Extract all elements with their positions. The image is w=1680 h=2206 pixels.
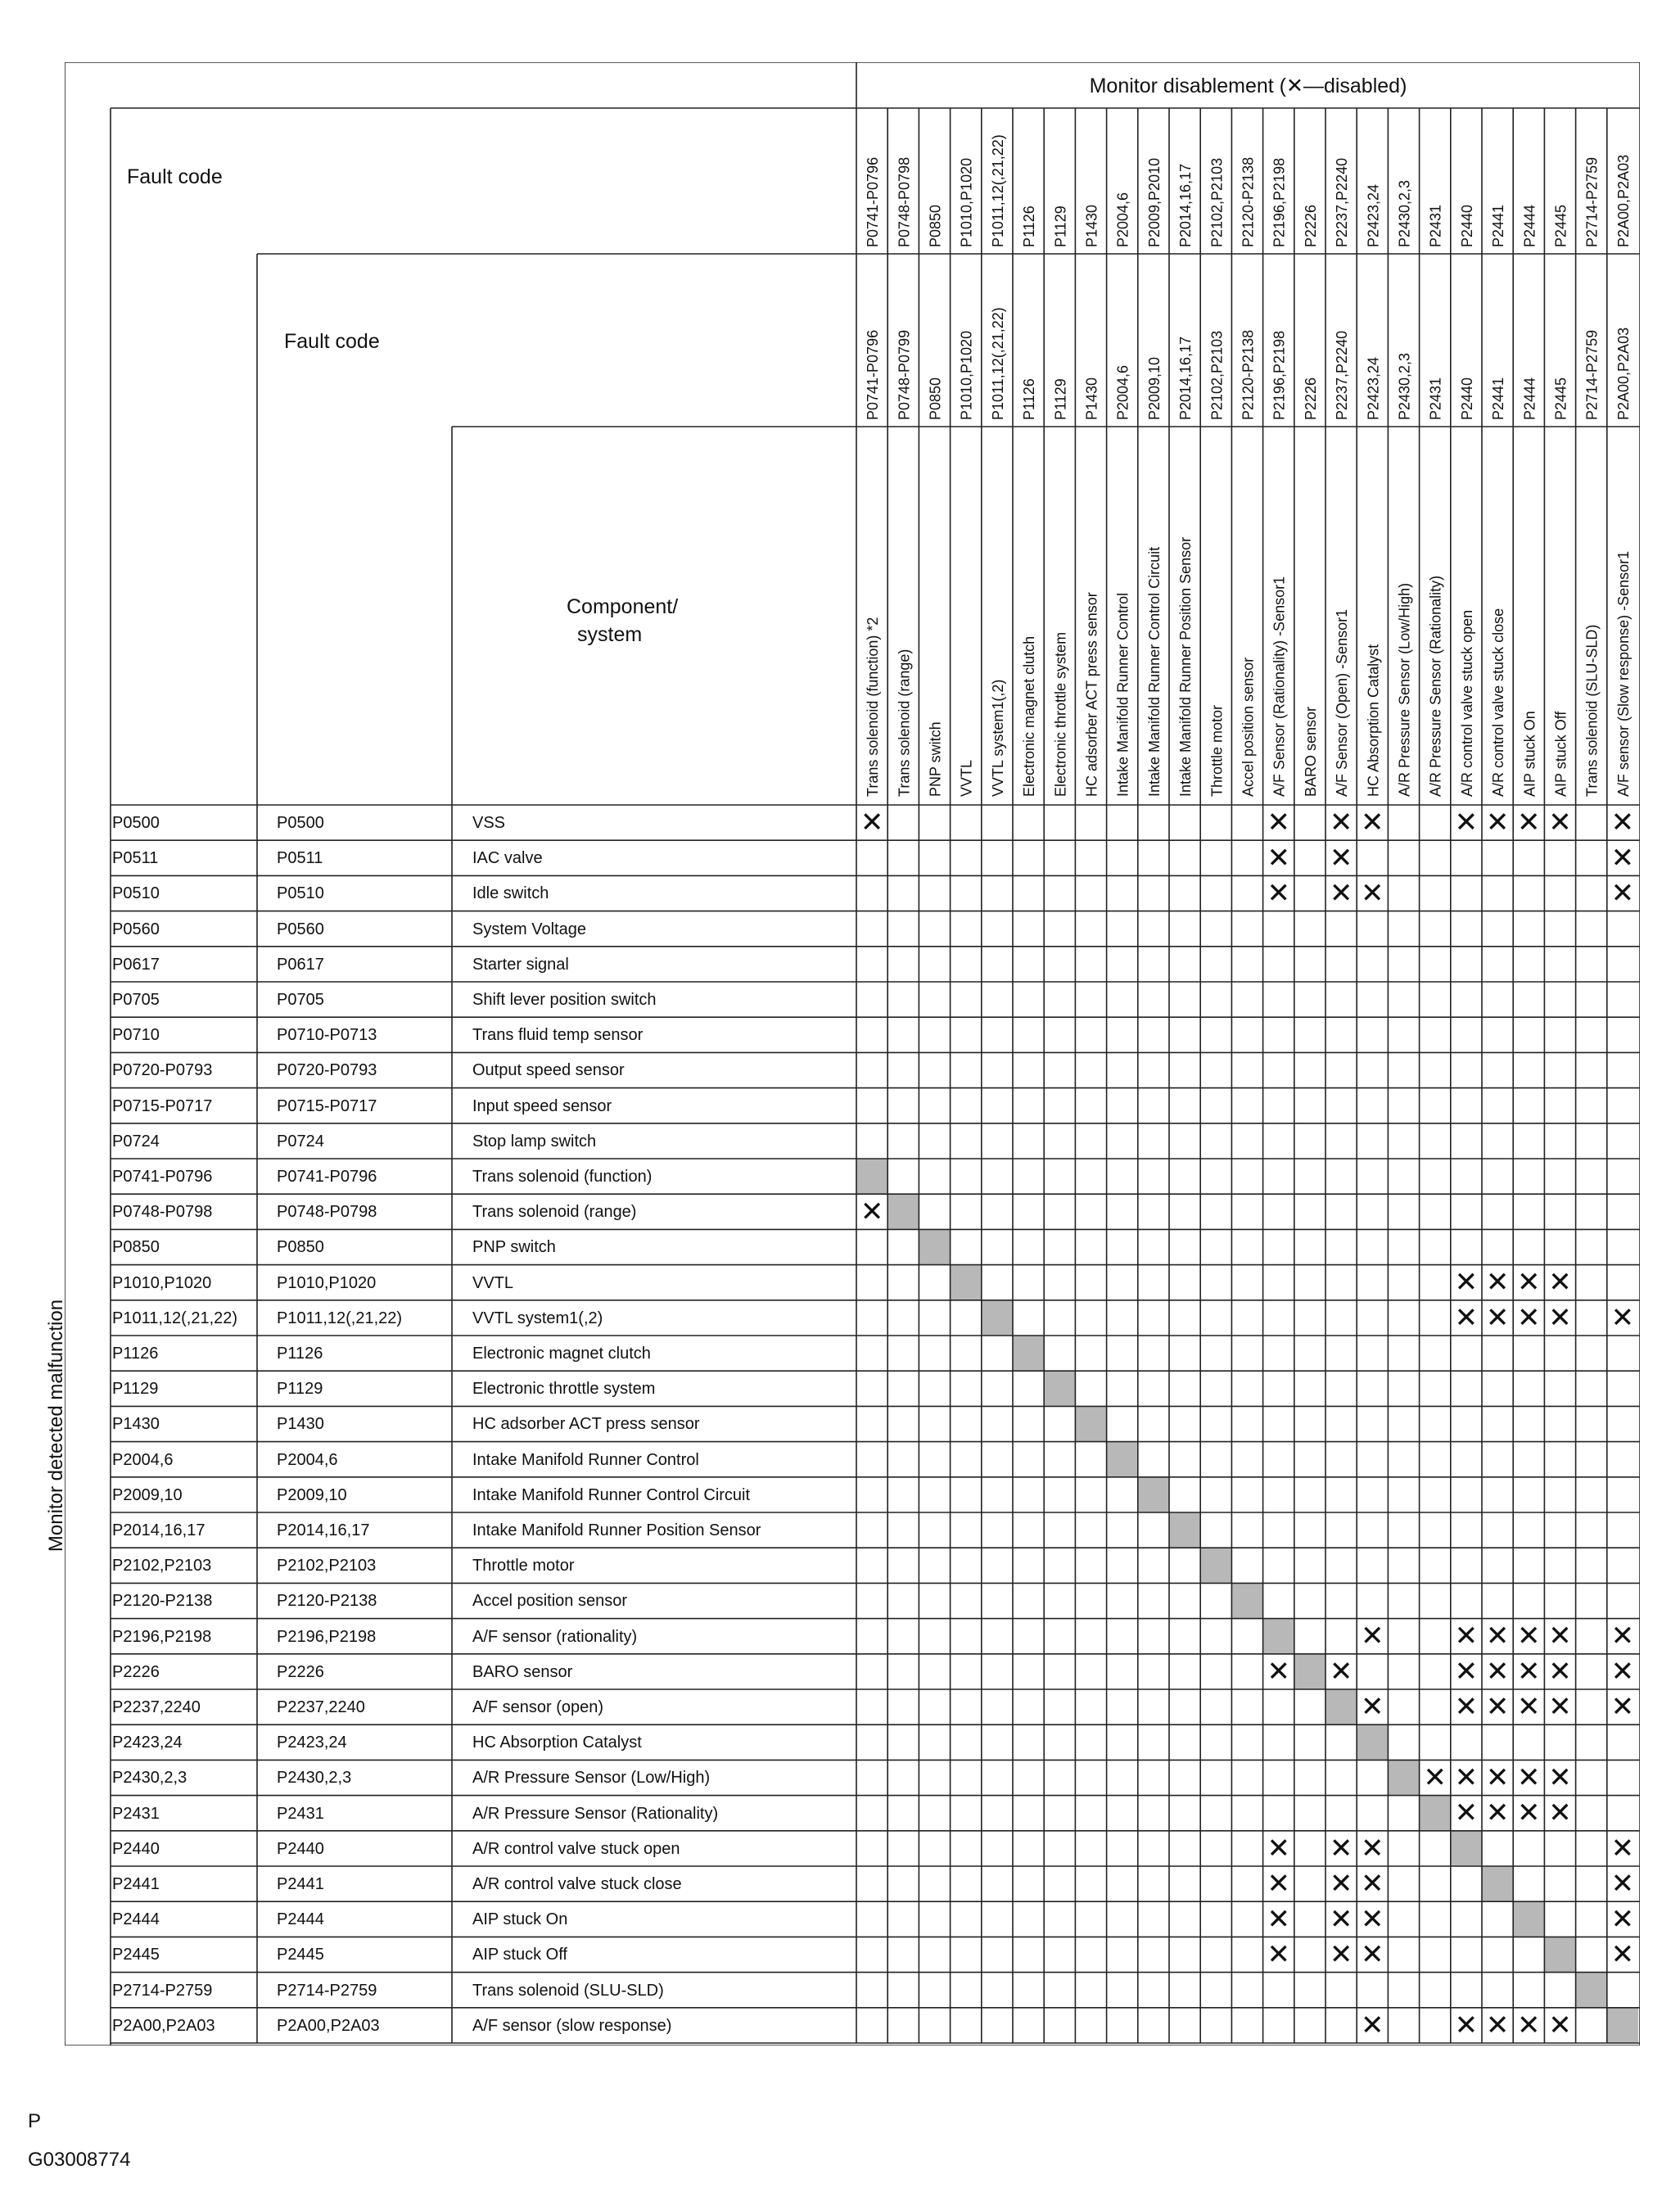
row-fault-code: P2714-P2759 [277, 1981, 377, 2000]
disabled-mark: ✕ [1329, 1832, 1353, 1865]
column-fault-code: P1011,12(,21,22) [989, 307, 1006, 420]
row-fault-code: P2237,2240 [277, 1698, 365, 1716]
row-fault-code: P2441 [112, 1875, 160, 1893]
column-fault-code: P2431 [1427, 377, 1444, 420]
row-component: A/R Pressure Sensor (Low/High) [472, 1769, 711, 1788]
column-fault-code: P0741-P0796 [865, 156, 882, 247]
row-fault-code: P2014,16,17 [277, 1521, 370, 1539]
shaded-cell [1263, 1619, 1294, 1654]
disabled-mark: ✕ [860, 806, 884, 839]
column-fault-code: P2196,P2198 [1271, 157, 1288, 247]
row-fault-code: P2102,P2103 [112, 1557, 212, 1575]
row-fault-code: P0500 [112, 814, 160, 832]
shaded-cell [1482, 1866, 1513, 1901]
column-fault-code: P2430,2,3 [1396, 179, 1413, 247]
row-fault-code: P0715-P0717 [277, 1096, 377, 1115]
column-fault-code: P2445 [1552, 377, 1569, 420]
disabled-mark: ✕ [1267, 1655, 1290, 1688]
column-fault-code: P2714-P2759 [1583, 329, 1601, 420]
row-fault-code: P0705 [112, 991, 160, 1009]
disabled-mark: ✕ [1267, 1867, 1290, 1901]
column-fault-code: P2004,6 [1114, 364, 1131, 420]
row-fault-code: P0715-P0717 [112, 1096, 213, 1115]
disabled-mark: ✕ [1454, 1301, 1479, 1335]
disabled-mark: ✕ [1485, 1620, 1510, 1653]
disabled-mark: ✕ [1361, 877, 1384, 910]
shaded-cell [887, 1194, 919, 1229]
row-component: A/R control valve stuck close [472, 1875, 682, 1893]
column-fault-code: P2445 [1552, 204, 1569, 247]
column-fault-code: P2196,P2198 [1271, 330, 1288, 420]
disabled-mark: ✕ [1548, 1690, 1572, 1724]
row-component: A/R control valve stuck open [472, 1839, 680, 1858]
column-component-label: A/R control valve stuck close [1490, 608, 1507, 797]
column-fault-code: P2714-P2759 [1583, 156, 1601, 247]
row-fault-code: P2196,P2198 [277, 1627, 377, 1646]
disabled-mark: ✕ [1517, 806, 1541, 839]
row-component: Throttle motor [472, 1557, 575, 1575]
row-fault-code: P0617 [112, 955, 160, 974]
row-fault-code: P2014,16,17 [112, 1521, 205, 1539]
row-component: Output speed sensor [472, 1061, 625, 1080]
row-component: VVTL system1(,2) [472, 1309, 603, 1327]
column-component-label: A/R Pressure Sensor (Rationality) [1427, 575, 1444, 797]
row-component: VVTL [472, 1273, 514, 1292]
column-component-label: Trans solenoid (SLU-SLD) [1583, 624, 1601, 797]
disabled-mark: ✕ [1329, 806, 1353, 839]
disabled-mark: ✕ [1267, 1902, 1290, 1936]
column-fault-code: P1011,12(,21,22) [989, 134, 1006, 247]
column-fault-code: P1126 [1021, 378, 1038, 420]
disabled-mark: ✕ [1548, 1655, 1572, 1688]
row-fault-code: P2430,2,3 [277, 1769, 352, 1788]
disabled-mark: ✕ [1361, 1832, 1384, 1865]
row-component: Accel position sensor [472, 1592, 627, 1611]
disabled-mark: ✕ [1267, 1938, 1290, 1971]
row-fault-code: P1011,12(,21,22) [277, 1309, 403, 1327]
shaded-cell [1075, 1406, 1106, 1441]
row-component: PNP switch [472, 1238, 556, 1257]
column-fault-code: P2237,P2240 [1334, 157, 1351, 247]
disabled-mark: ✕ [1454, 2009, 1479, 2042]
row-fault-code: P2423,24 [112, 1734, 183, 1752]
shaded-cell [1388, 1760, 1419, 1795]
column-component-label: A/F Sensor (Rationality) -Sensor1 [1271, 576, 1288, 797]
row-fault-code: P0710-P0713 [277, 1026, 377, 1045]
column-fault-code: P0741-P0796 [865, 329, 882, 420]
row-fault-code: P0724 [112, 1132, 160, 1150]
disabled-mark: ✕ [1610, 1690, 1635, 1724]
row-fault-code: P2237,2240 [112, 1698, 201, 1716]
column-component-label: BARO sensor [1302, 706, 1319, 797]
disabled-mark: ✕ [1610, 1832, 1635, 1865]
row-fault-code: P1010,P1020 [112, 1273, 212, 1292]
row-fault-code: P2009,10 [277, 1485, 347, 1504]
row-fault-code: P2440 [277, 1839, 324, 1858]
column-fault-code: P2009,10 [1145, 356, 1163, 420]
row-component: AIP stuck Off [472, 1946, 567, 1964]
row-fault-code: P2226 [112, 1662, 160, 1681]
shaded-cell [1544, 1937, 1575, 1972]
row-component: Starter signal [472, 955, 569, 974]
shaded-cell [1576, 1973, 1607, 2008]
row-fault-code: P0560 [112, 920, 160, 938]
row-component: Trans fluid temp sensor [472, 1026, 644, 1045]
disabled-mark: ✕ [1610, 1620, 1635, 1653]
column-fault-code: P2444 [1521, 377, 1538, 420]
disabled-mark: ✕ [1548, 1761, 1572, 1794]
disabled-mark: ✕ [1454, 1655, 1479, 1688]
column-fault-code: P0748-P0798 [896, 156, 913, 247]
row-component: Trans solenoid (range) [472, 1203, 637, 1222]
monitor-disablement-title: Monitor disablement (✕—disabled) [1089, 75, 1407, 97]
row-fault-code: P1129 [112, 1380, 159, 1399]
disabled-mark: ✕ [1485, 1761, 1510, 1794]
disabled-mark: ✕ [1361, 1690, 1384, 1724]
row-component: BARO sensor [472, 1662, 573, 1681]
row-fault-code: P2714-P2759 [112, 1981, 213, 2000]
figure-id: G03008774 [28, 2149, 131, 2171]
disabled-mark: ✕ [1267, 1832, 1290, 1865]
column-fault-code: P2009,P2010 [1145, 157, 1163, 247]
row-fault-code: P2004,6 [112, 1450, 174, 1469]
disabled-mark: ✕ [1485, 1266, 1510, 1300]
row-fault-code: P0710 [112, 1026, 160, 1045]
column-fault-code: P2120-P2138 [1240, 329, 1257, 420]
column-fault-code: P2237,P2240 [1334, 330, 1351, 420]
row-fault-code: P1430 [277, 1415, 324, 1434]
disabled-mark: ✕ [1517, 1797, 1541, 1830]
row-fault-code: P2444 [112, 1910, 160, 1929]
disabled-mark: ✕ [1329, 1902, 1353, 1936]
row-fault-code: P2431 [112, 1804, 160, 1823]
disabled-mark: ✕ [1548, 806, 1572, 839]
column-fault-code: P1010,P1020 [958, 157, 975, 247]
row-fault-code: P0510 [277, 884, 324, 903]
fault-code-header: Fault code [284, 330, 380, 353]
disabled-mark: ✕ [1610, 806, 1635, 839]
disabled-mark: ✕ [1517, 2009, 1541, 2042]
column-fault-code: P2A00,P2A03 [1615, 154, 1632, 247]
shaded-cell [1420, 1796, 1451, 1831]
row-fault-code: P0724 [277, 1132, 324, 1150]
row-fault-code: P2102,P2103 [277, 1557, 377, 1575]
side-label: Monitor detected malfunction [45, 1299, 67, 1552]
column-fault-code: P2423,24 [1365, 183, 1382, 247]
disabled-mark: ✕ [1517, 1761, 1541, 1794]
shaded-cell [1013, 1336, 1044, 1371]
column-fault-code: P2A00,P2A03 [1615, 327, 1632, 420]
disabled-mark: ✕ [1485, 2009, 1510, 2042]
disabled-mark: ✕ [1267, 841, 1290, 875]
row-fault-code: P0850 [277, 1238, 324, 1257]
disabled-mark: ✕ [1329, 841, 1353, 875]
row-fault-code: P2430,2,3 [112, 1769, 187, 1788]
row-component: Input speed sensor [472, 1096, 612, 1115]
row-component: A/F sensor (rationality) [472, 1627, 638, 1646]
column-fault-code: P2430,2,3 [1396, 352, 1413, 420]
column-component-label: Intake Manifold Runner Control [1114, 592, 1131, 797]
column-fault-code: P2004,6 [1114, 192, 1131, 247]
shaded-cell [1200, 1548, 1231, 1583]
row-fault-code: P0617 [277, 955, 324, 974]
disabled-mark: ✕ [1267, 877, 1290, 910]
column-component-label: A/F sensor (Slow response) -Sensor1 [1615, 550, 1632, 797]
column-component-label: Trans solenoid (function) *2 [865, 617, 882, 797]
row-component: HC Absorption Catalyst [472, 1734, 642, 1752]
shaded-cell [919, 1229, 950, 1264]
disabled-mark: ✕ [1610, 841, 1635, 875]
row-component: Trans solenoid (SLU-SLD) [472, 1981, 664, 2000]
shaded-cell [1044, 1371, 1075, 1406]
disabled-mark: ✕ [1454, 1620, 1479, 1653]
shaded-cell [1607, 2008, 1638, 2043]
disabled-mark: ✕ [1361, 1938, 1384, 1971]
row-component: VSS [472, 814, 506, 832]
disabled-mark: ✕ [1361, 1867, 1384, 1901]
shaded-cell [1138, 1477, 1169, 1512]
column-fault-code: P1126 [1021, 206, 1038, 247]
column-component-label: A/R control valve stuck open [1458, 609, 1475, 797]
disabled-mark: ✕ [1454, 1690, 1479, 1724]
disabled-mark: ✕ [1329, 1867, 1353, 1901]
row-fault-code: P2A00,P2A03 [277, 2016, 380, 2035]
row-fault-code: P0720-P0793 [112, 1061, 213, 1080]
column-fault-code: P2120-P2138 [1240, 156, 1257, 247]
column-component-label: VVTL system1(,2) [989, 679, 1006, 797]
shaded-cell [1325, 1689, 1357, 1725]
disabled-mark: ✕ [1517, 1266, 1541, 1300]
row-fault-code: P2445 [277, 1946, 324, 1964]
column-fault-code: P0748-P0799 [896, 329, 913, 420]
column-component-label: Accel position sensor [1240, 657, 1257, 797]
row-component: A/R Pressure Sensor (Rationality) [472, 1804, 719, 1823]
column-component-label: Intake Manifold Runner Position Sensor [1177, 536, 1195, 797]
column-fault-code: P2440 [1458, 204, 1475, 247]
disabled-mark: ✕ [1517, 1620, 1541, 1653]
row-fault-code: P2196,P2198 [112, 1627, 212, 1646]
row-component: Stop lamp switch [472, 1132, 597, 1150]
column-fault-code: P2014,16,17 [1177, 163, 1195, 247]
row-fault-code: P0511 [112, 849, 159, 868]
row-fault-code: P1129 [277, 1380, 323, 1399]
row-fault-code: P1430 [112, 1415, 160, 1434]
column-fault-code: P0850 [927, 204, 944, 247]
row-component: Trans solenoid (function) [472, 1168, 653, 1186]
row-fault-code: P2441 [277, 1875, 324, 1893]
disabled-mark: ✕ [1485, 1655, 1510, 1688]
row-fault-code: P0511 [277, 849, 323, 868]
column-fault-code: P1129 [1052, 378, 1069, 420]
shaded-cell [856, 1159, 887, 1194]
column-fault-code: P1010,P1020 [958, 330, 975, 420]
row-fault-code: P0741-P0796 [112, 1168, 213, 1186]
disabled-mark: ✕ [1485, 1797, 1510, 1830]
row-component: Electronic magnet clutch [472, 1345, 651, 1363]
column-fault-code: P2102,P2103 [1208, 157, 1226, 247]
row-fault-code: P2445 [112, 1946, 160, 1964]
shaded-cell [1451, 1831, 1482, 1866]
row-fault-code: P0560 [277, 920, 324, 938]
column-component-label: AIP stuck On [1521, 711, 1538, 797]
column-component-label: A/F Sensor (Open) -Sensor1 [1334, 608, 1351, 797]
disabled-mark: ✕ [1454, 1266, 1479, 1300]
column-component-label: VVTL [958, 759, 975, 797]
row-fault-code: P2423,24 [277, 1734, 347, 1752]
row-component: Intake Manifold Runner Position Sensor [472, 1521, 761, 1539]
column-fault-code: P2226 [1302, 377, 1319, 420]
row-fault-code: P1011,12(,21,22) [112, 1309, 238, 1327]
column-fault-code: P2440 [1458, 377, 1475, 420]
row-fault-code: P2431 [277, 1804, 324, 1823]
row-fault-code: P0850 [112, 1238, 160, 1257]
disabled-mark: ✕ [860, 1195, 884, 1228]
disabled-mark: ✕ [1548, 1266, 1572, 1300]
column-fault-code: P0850 [927, 377, 944, 420]
row-component: Electronic throttle system [472, 1380, 656, 1399]
column-component-label: Throttle motor [1208, 704, 1226, 797]
disabled-mark: ✕ [1610, 1938, 1635, 1971]
row-fault-code: P2A00,P2A03 [112, 2016, 215, 2035]
disabled-mark: ✕ [1485, 806, 1510, 839]
column-fault-code: P1430 [1083, 377, 1100, 420]
row-fault-code: P0510 [112, 884, 160, 903]
disabled-mark: ✕ [1517, 1301, 1541, 1335]
disabled-mark: ✕ [1267, 806, 1290, 839]
column-fault-code: P2444 [1521, 204, 1538, 247]
disabled-mark: ✕ [1548, 1797, 1572, 1830]
disabled-mark: ✕ [1517, 1690, 1541, 1724]
column-fault-code: P2226 [1302, 204, 1319, 247]
row-component: HC adsorber ACT press sensor [472, 1415, 700, 1434]
row-fault-code: P2440 [112, 1839, 160, 1858]
row-fault-code: P0748-P0798 [277, 1203, 377, 1222]
row-fault-code: P2120-P2138 [112, 1592, 213, 1611]
row-fault-code: P0705 [277, 991, 324, 1009]
row-component: A/F sensor (slow response) [472, 2016, 672, 2035]
disabled-mark: ✕ [1610, 1301, 1635, 1335]
component-header: system [577, 623, 643, 646]
row-fault-code: P2009,10 [112, 1485, 183, 1504]
disabled-mark: ✕ [1454, 806, 1479, 839]
row-fault-code: P2444 [277, 1910, 324, 1929]
shaded-cell [982, 1300, 1013, 1336]
disabled-mark: ✕ [1548, 1620, 1572, 1653]
shaded-cell [1169, 1512, 1200, 1548]
disabled-mark: ✕ [1548, 1301, 1572, 1335]
disabled-mark: ✕ [1329, 877, 1353, 910]
row-component: Idle switch [472, 884, 549, 903]
disabled-mark: ✕ [1361, 806, 1384, 839]
column-component-label: Intake Manifold Runner Control Circuit [1145, 546, 1163, 797]
row-fault-code: P2226 [277, 1662, 324, 1681]
column-fault-code: P2431 [1427, 204, 1444, 247]
row-component: Intake Manifold Runner Control Circuit [472, 1485, 751, 1504]
column-component-label: HC adsorber ACT press sensor [1083, 592, 1100, 797]
shaded-cell [1357, 1725, 1388, 1760]
column-fault-code: P1129 [1052, 206, 1069, 247]
disabled-mark: ✕ [1361, 1902, 1384, 1936]
disabled-mark: ✕ [1454, 1761, 1479, 1794]
shaded-cell [1231, 1583, 1262, 1618]
row-fault-code: P1126 [277, 1345, 323, 1363]
column-fault-code: P1430 [1083, 204, 1100, 247]
disabled-mark: ✕ [1423, 1761, 1447, 1794]
disabled-mark: ✕ [1548, 2009, 1572, 2042]
disabled-mark: ✕ [1361, 1620, 1384, 1653]
disabled-mark: ✕ [1610, 1655, 1635, 1688]
column-component-label: Electronic magnet clutch [1021, 635, 1038, 797]
column-component-label: AIP stuck Off [1552, 711, 1569, 797]
row-fault-code: P1010,P1020 [277, 1273, 377, 1292]
row-component: Intake Manifold Runner Control [472, 1450, 699, 1469]
disabled-mark: ✕ [1610, 877, 1635, 910]
column-component-label: Trans solenoid (range) [896, 649, 913, 797]
row-fault-code: P2004,6 [277, 1450, 338, 1469]
column-fault-code: P2014,16,17 [1177, 336, 1195, 420]
column-fault-code: P2102,P2103 [1208, 330, 1226, 420]
column-fault-code: P2441 [1490, 204, 1507, 247]
row-fault-code: P2120-P2138 [277, 1592, 377, 1611]
disabled-mark: ✕ [1517, 1655, 1541, 1688]
column-component-label: A/R Pressure Sensor (Low/High) [1396, 582, 1413, 797]
disabled-mark: ✕ [1610, 1902, 1635, 1936]
disabled-mark: ✕ [1329, 1655, 1353, 1688]
row-fault-code: P1126 [112, 1345, 159, 1363]
disabled-mark: ✕ [1329, 1938, 1353, 1971]
shaded-cell [1107, 1442, 1138, 1477]
shaded-cell [1294, 1654, 1325, 1689]
column-component-label: Electronic throttle system [1052, 631, 1069, 797]
row-component: AIP stuck On [472, 1910, 568, 1929]
row-component: A/F sensor (open) [472, 1698, 604, 1716]
shaded-cell [1513, 1901, 1544, 1937]
row-fault-code: P0741-P0796 [277, 1168, 377, 1186]
shaded-cell [951, 1265, 982, 1300]
disabled-mark: ✕ [1454, 1797, 1479, 1830]
column-fault-code: P2423,24 [1365, 356, 1382, 420]
disabled-mark: ✕ [1485, 1690, 1510, 1724]
row-fault-code: P0500 [277, 814, 324, 832]
row-component: Shift lever position switch [472, 991, 657, 1009]
disabled-mark: ✕ [1610, 1867, 1635, 1901]
monitor-disablement-table [65, 62, 1640, 2046]
fault-code-header: Fault code [127, 165, 223, 188]
disabled-mark: ✕ [1361, 2009, 1384, 2042]
disabled-mark: ✕ [1485, 1301, 1510, 1335]
column-component-label: PNP switch [927, 721, 944, 797]
row-component: System Voltage [472, 920, 586, 938]
row-fault-code: P0720-P0793 [277, 1061, 377, 1080]
row-fault-code: P0748-P0798 [112, 1203, 213, 1222]
component-header: Component/ [567, 595, 679, 618]
row-component: IAC valve [472, 849, 543, 868]
column-component-label: HC Absorption Catalyst [1365, 644, 1382, 797]
column-fault-code: P2441 [1490, 377, 1507, 420]
footer-letter: P [28, 2110, 42, 2132]
